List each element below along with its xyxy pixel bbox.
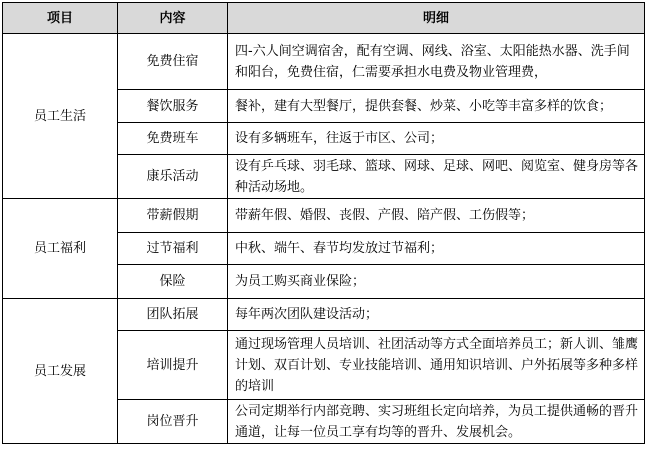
detail-cell: 四-六人间空调宿舍，配有空调、网线、浴室、太阳能热水器、洗手间和阳台，免费住宿，仁需要承担水电费及物业管理费， [228,34,645,90]
item-cell: 保险 [118,265,228,299]
detail-cell: 中秋、端午、春节均发放过节福利； [228,233,645,265]
item-cell: 岗位晋升 [118,400,228,444]
table-row [3,34,645,90]
detail-cell: 公司定期举行内部竞聘、实习班组长定向培养，为员工提供通畅的晋升通道，让每一位员工享有均等的晋升、发展机会。 [228,400,645,444]
table-row [3,299,645,331]
detail-cell: 为员工购买商业保险； [228,265,645,299]
benefits-table [2,2,645,444]
header-category: 项目 [3,3,118,34]
item-cell: 免费班车 [118,123,228,155]
item-cell: 康乐活动 [118,155,228,199]
detail-cell: 每年两次团队建设活动； [228,299,645,331]
detail-cell: 带薪年假、婚假、丧假、产假、陪产假、工伤假等； [228,199,645,233]
item-cell: 团队拓展 [118,299,228,331]
detail-cell: 餐补，建有大型餐厅，提供套餐、炒菜、小吃等丰富多样的饮食； [228,90,645,123]
item-cell: 过节福利 [118,233,228,265]
table-row [3,199,645,233]
category-cell-development: 员工发展 [3,299,118,444]
category-cell-life: 员工生活 [3,34,118,199]
item-cell: 免费住宿 [118,34,228,90]
detail-cell: 设有乒乓球、羽毛球、篮球、网球、足球、网吧、阅览室、健身房等各种活动场地。 [228,155,645,199]
detail-cell: 通过现场管理人员培训、社团活动等方式全面培养员工；新人训、雏鹰计划、双百计划、专业技能培训、通用知识培训、户外拓展等多种多样的培训 [228,331,645,400]
header-content: 内容 [118,3,228,34]
category-cell-welfare: 员工福利 [3,199,118,299]
header-row [3,3,645,34]
header-detail: 明细 [228,3,645,34]
item-cell: 培训提升 [118,331,228,400]
detail-cell: 设有多辆班车，往返于市区、公司； [228,123,645,155]
item-cell: 餐饮服务 [118,90,228,123]
item-cell: 带薪假期 [118,199,228,233]
